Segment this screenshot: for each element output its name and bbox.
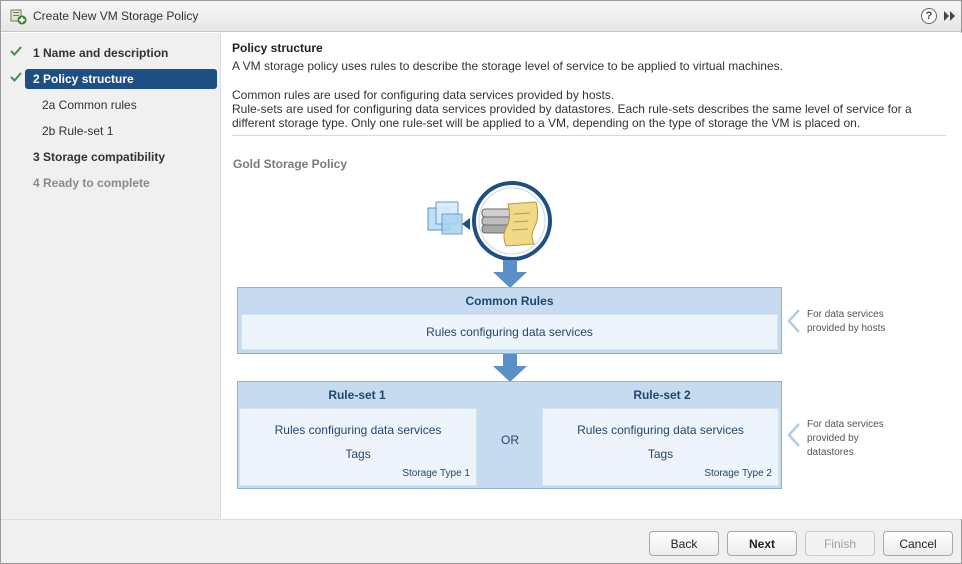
common-rules-description: Common rules are used for configuring data services provided by hosts. [232,88,615,102]
rule-sets-box [237,381,782,489]
step-name-and-description[interactable] [1,43,221,63]
step-label: 2a Common rules [42,98,137,112]
wizard-footer [1,519,961,563]
common-rules-box [237,287,782,354]
help-icon[interactable]: ? [921,8,937,24]
chevron-left-icon [787,423,801,447]
step-label: 4 Ready to complete [33,176,150,190]
rule-set-1-rules-text: Rules configuring data services [274,423,442,437]
check-icon [10,45,22,57]
arrow-down-icon [493,260,527,288]
step-ready-to-complete [1,173,221,193]
divider [232,135,946,136]
back-button[interactable]: Back [649,531,719,556]
cancel-button[interactable]: Cancel [883,531,953,556]
common-rules-inner [241,314,778,350]
expand-icon[interactable] [943,9,957,23]
storage-type-2-label: Storage Type 2 [704,468,772,479]
common-rules-title: Common Rules [465,294,554,308]
finish-button: Finish [805,531,875,556]
rule-set-2-rules-text: Rules configuring data services [577,423,744,437]
rule-set-1-title: Rule-set 1 [328,388,386,402]
scroll-icon [504,202,538,246]
main-content [222,33,962,519]
common-rules-inner-text: Rules configuring data services [426,325,593,339]
title-bar [1,1,961,32]
step-policy-structure[interactable] [1,69,221,89]
vm-icon [428,202,462,234]
step-common-rules[interactable] [1,95,221,115]
wizard-steps-sidebar [1,33,221,519]
window-title: Create New VM Storage Policy [33,9,199,23]
step-rule-set-1[interactable] [1,121,221,141]
storage-policy-icon [10,8,27,25]
rule-set-1-inner [239,408,477,486]
intro-text: A VM storage policy uses rules to describe the storage level of service to be applied to virtual machines. [232,59,783,73]
chevron-left-icon [787,309,801,333]
step-label: 3 Storage compatibility [33,150,166,164]
step-storage-compatibility[interactable] [1,147,221,167]
policy-name: Gold Storage Policy [233,157,348,171]
rule-set-2-inner [542,408,779,486]
page-title: Policy structure [232,41,323,55]
rule-set-2-title: Rule-set 2 [633,388,691,402]
storage-type-1-label: Storage Type 1 [402,468,470,479]
rule-sets-note: For data services provided by datastores [807,419,884,458]
common-rules-note: For data services provided by hosts [807,309,886,334]
rule-set-2-tags-text: Tags [647,447,674,461]
step-label: 2 Policy structure [33,72,134,86]
or-label: OR [501,433,519,447]
rule-set-1-tags-text: Tags [345,447,371,461]
step-label: 1 Name and description [33,46,169,60]
vm-storage-policy-illustration [422,178,562,264]
rule-sets-description: Rule-sets are used for configuring data services provided by datastores. Each rule-sets describes the same level of service for a different storage type. Only one rule-set will be applied to a VM, depending on the type of storage the VM is placed on. [232,102,912,130]
arrow-down-icon [493,354,527,382]
check-icon [10,71,22,83]
next-button[interactable]: Next [727,531,797,556]
step-label: 2b Rule-set 1 [42,124,114,138]
